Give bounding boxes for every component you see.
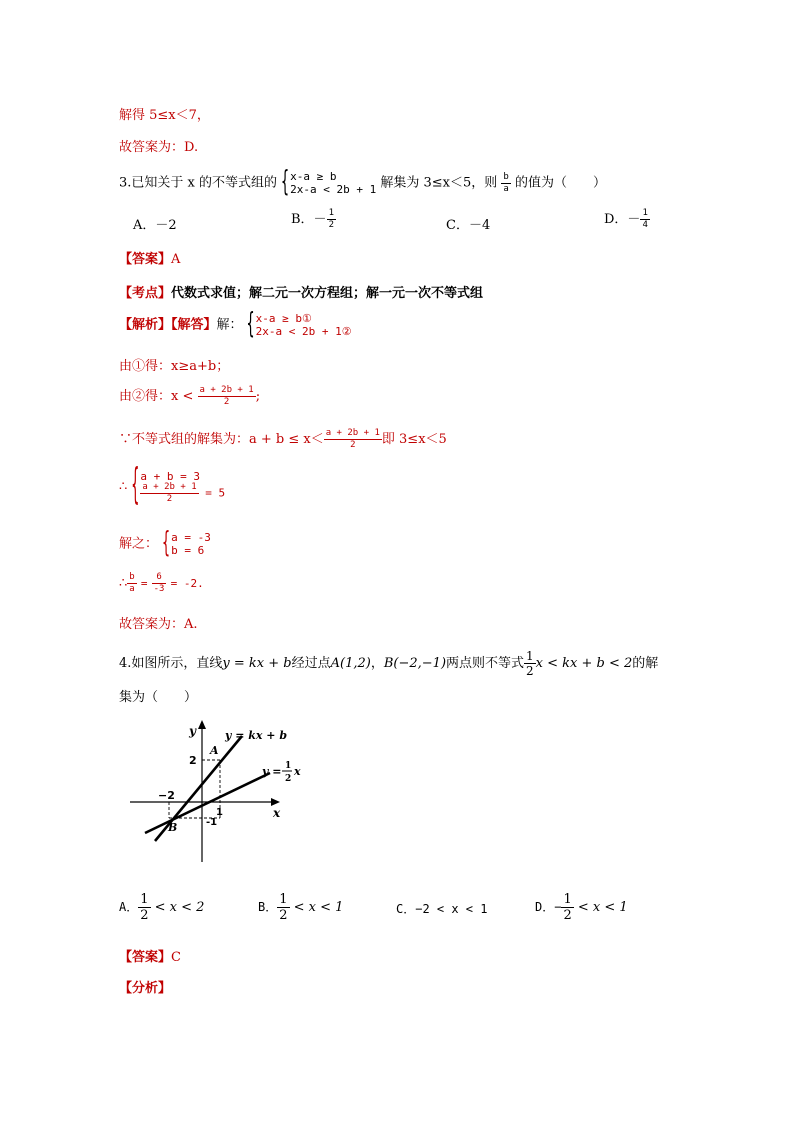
q3-option-b-den: 2	[328, 220, 334, 230]
q4-option-d-label: D．−	[535, 900, 562, 914]
q3-from-1: 由①得：x≥a+b；	[119, 359, 230, 374]
q3-keypoint-tag: 【考点】	[119, 286, 172, 301]
q3-final-end: = -2.	[170, 577, 204, 590]
q3-answer	[119, 248, 180, 267]
brace-icon: {	[162, 527, 170, 561]
q3-system-row2: 2x-a < 2b + 1	[290, 183, 377, 196]
q3-fraction-den: a	[503, 183, 509, 194]
q3-answer-tag: 【答案】	[119, 252, 172, 267]
q3-analysis-lead: 解：	[216, 317, 243, 333]
q4-option-c-text: C．−2 < x < 1	[396, 902, 488, 916]
tick-2: 2	[189, 754, 197, 767]
q4-option-a-rest: < x < 2	[154, 900, 205, 915]
q3-option-a: A．－2	[133, 218, 177, 233]
q4-option-d-den: 2	[563, 908, 572, 923]
q4-answer-tag: 【答案】	[119, 950, 172, 965]
label-line-half-x-var: x	[294, 765, 301, 778]
label-line-half-x-num: 1	[285, 761, 292, 771]
q3-final-den1: a	[129, 584, 135, 594]
q3-analysis	[119, 308, 352, 342]
q4-point-a: A(1,2)	[330, 656, 371, 671]
q3-answer-value: A	[171, 252, 181, 267]
q4-ineq-rest: x < kx + b < 2	[535, 656, 633, 671]
q4-graph	[125, 718, 310, 863]
q3-option-b	[291, 208, 336, 230]
x-axis-arrow-icon	[271, 798, 280, 806]
q3-final-lead: ∴	[119, 576, 128, 591]
q3-solve-lead: 解之：	[119, 536, 159, 552]
label-point-a: A	[210, 744, 219, 757]
q3-therefore-symbol: ∴	[119, 479, 128, 495]
tick-1: 1	[216, 807, 223, 818]
q3-system-row1: x-a ≥ b	[290, 170, 337, 183]
q3-keypoint-text: 代数式求值；解二元一次方程组；解一元一次不等式组	[171, 286, 484, 301]
label-y: y	[189, 724, 196, 738]
solve-previous: 解得 5≤x＜7，	[119, 108, 210, 123]
q4-line-equation: y = kx + b	[222, 656, 292, 671]
q3-because-num: a + 2b + 1	[325, 428, 380, 438]
q3-option-b-num: 1	[328, 208, 334, 218]
q3-fraction	[501, 173, 510, 194]
q3-solve-row1: a = -3	[171, 531, 211, 544]
q3-analysis-system	[246, 308, 352, 342]
q3-analysis-row1: x-a ≥ b①	[255, 312, 312, 325]
label-line-half-x-lead: y =	[262, 765, 282, 778]
q3-stem	[119, 166, 606, 200]
q4-option-b-rest: < x < 1	[293, 900, 344, 915]
brace-icon: {	[131, 463, 140, 511]
q4-option-d	[535, 893, 628, 922]
q4-option-a	[119, 893, 204, 922]
q3-therefore-system	[131, 463, 226, 511]
q3-system	[281, 166, 377, 200]
q4-ineq-den: 2	[526, 664, 534, 678]
q3-analysis-tag: 【解析】【解答】	[119, 317, 217, 333]
q4-analysis-tag: 【分析】	[119, 981, 172, 996]
q3-final-eq: =	[140, 577, 148, 590]
tick-neg2: −2	[158, 789, 175, 802]
q3-mid: 解集为 3≤x＜5，则	[380, 175, 498, 191]
q4-option-d-rest: < x < 1	[577, 900, 628, 915]
q4-answer-value: C	[171, 950, 181, 965]
q3-therefore-row2-den: 2	[166, 494, 173, 504]
q3-from-2-lead: 由②得：x <	[119, 389, 194, 404]
q3-keypoint	[119, 282, 483, 301]
q4-line1-d: 的解	[632, 656, 659, 671]
q4-comma: ，	[370, 656, 384, 671]
q3-because-lead: ∵不等式组的解集为：a + b ≤ x＜	[119, 432, 324, 447]
q3-final-den2: -3	[153, 584, 165, 594]
q3-from-2-den: 2	[223, 397, 230, 407]
q3-therefore-row2-end: = 5	[205, 486, 226, 500]
q4-option-d-num: 1	[563, 892, 572, 907]
q3-because-den: 2	[350, 440, 356, 450]
q4-line1-c: 两点则不等式	[446, 656, 525, 671]
q4-line1-a: 4.如图所示，直线	[119, 656, 223, 671]
brace-icon: {	[246, 308, 255, 342]
tick-neg1: -1	[206, 817, 218, 828]
brace-icon: {	[281, 166, 289, 200]
q4-option-a-den: 2	[140, 908, 149, 923]
q3-because-end: 即 3≤x＜5	[381, 432, 447, 447]
q4-point-b: B(−2,−1)	[383, 656, 447, 671]
q4-line1-b: 经过点	[291, 656, 331, 671]
q3-final-num1: b	[129, 572, 135, 582]
q3-option-d-label: D．－	[604, 212, 641, 227]
q3-option-d	[604, 208, 650, 230]
q3-solve	[119, 527, 211, 561]
q3-suffix: 的值为（ ）	[514, 175, 606, 191]
answer-previous: 故答案为：D.	[119, 140, 199, 155]
q3-prefix: 3.已知关于 x 的不等式组的	[119, 175, 277, 191]
q3-therefore-row1: a + b = 3	[140, 470, 201, 483]
q3-from-2-end: ;	[255, 389, 261, 404]
q3-solve-system	[162, 527, 211, 561]
label-x: x	[273, 806, 281, 820]
q4-option-b-num: 1	[279, 892, 288, 907]
q4-stem-line2: 集为（ ）	[119, 690, 198, 705]
q3-fraction-num: b	[503, 171, 509, 182]
q4-option-a-label: A．	[119, 900, 139, 914]
q3-option-c: C．－4	[446, 218, 491, 233]
label-line-kx-plus-b: y = kx + b	[225, 729, 288, 742]
q3-final	[119, 573, 204, 594]
q3-from-2	[119, 385, 260, 407]
q4-option-b	[258, 893, 343, 922]
q3-solve-row2: b = 6	[171, 544, 205, 557]
label-point-b: B	[168, 821, 178, 834]
q4-answer	[119, 946, 181, 965]
q3-option-d-num: 1	[642, 208, 648, 218]
y-axis-arrow-icon	[198, 720, 206, 729]
q3-option-b-label: B．－	[291, 212, 327, 227]
q3-option-d-den: 4	[642, 220, 648, 230]
q3-from-2-num: a + 2b + 1	[199, 385, 254, 395]
q4-option-c	[396, 900, 487, 917]
q3-final-num2: 6	[152, 573, 167, 584]
q4-option-b-label: B．	[258, 900, 278, 914]
q3-conclusion: 故答案为：A.	[119, 617, 198, 632]
q4-option-a-num: 1	[140, 892, 149, 907]
q4-stem-line1	[119, 650, 658, 677]
q4-ineq-num: 1	[526, 649, 534, 663]
q3-therefore-row2	[140, 483, 225, 504]
label-line-half-x-den: 2	[285, 774, 292, 784]
q4-option-b-den: 2	[279, 908, 288, 923]
q3-therefore	[119, 463, 226, 511]
q3-analysis-row2: 2x-a < 2b + 1②	[255, 325, 352, 338]
q3-because	[119, 428, 447, 450]
q3-therefore-row2-num: a + 2b + 1	[142, 482, 197, 492]
